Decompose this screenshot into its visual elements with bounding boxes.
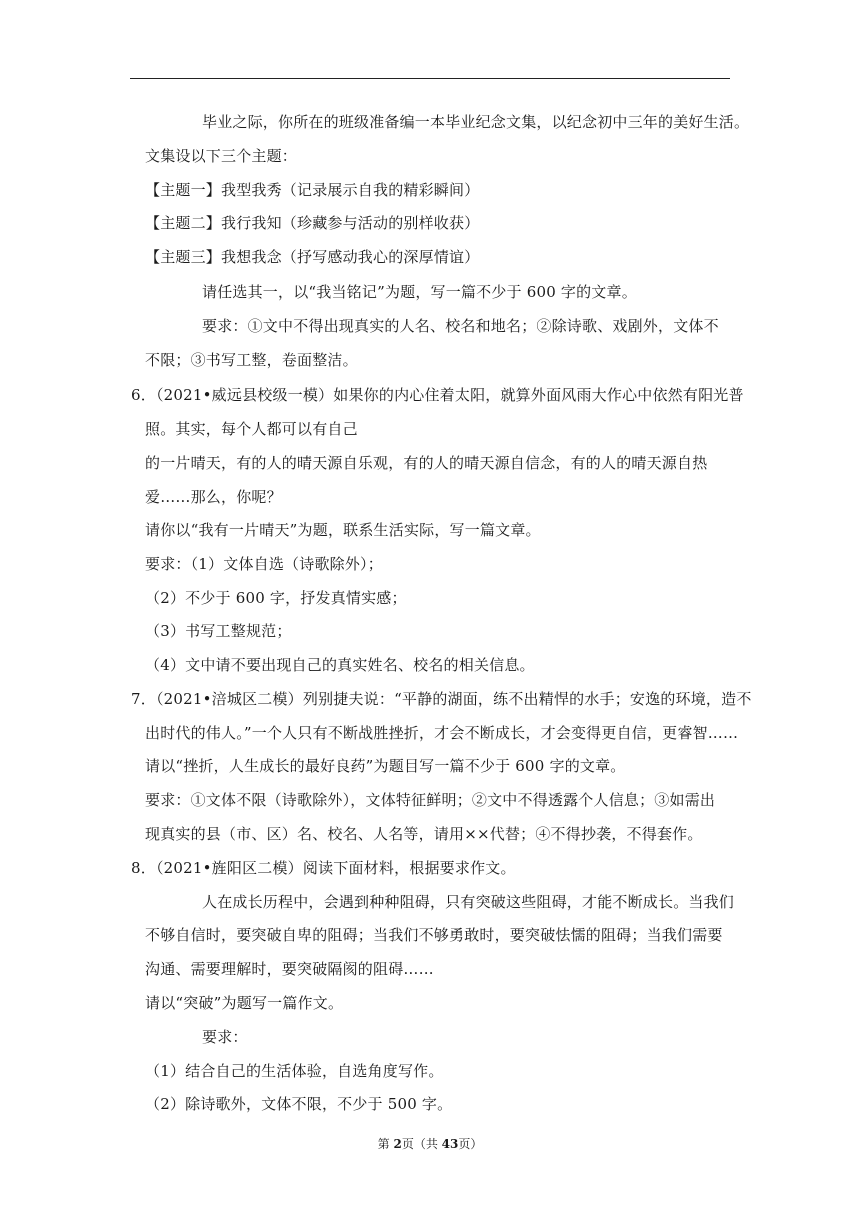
text-line: 照。其实，每个人都可以有自己: [145, 420, 358, 438]
text-line: 请以“挫折，人生成长的最好良药”为题目写一篇不少于 600 字的文章。: [145, 757, 626, 775]
text-line: 要求：①文体不限（诗歌除外），文体特征鲜明；②文中不得透露个人信息；③如需出: [145, 791, 716, 809]
text-line: 要求：（1）文体自选（诗歌除外）；: [145, 555, 383, 573]
text-line: 【主题二】我行我知（珍藏参与活动的别样收获）: [145, 214, 480, 232]
header-rule: [130, 78, 730, 79]
text-line: 人在成长历程中，会遇到种种阻碍，只有突破这些阻碍，才能不断成长。当我们: [202, 893, 735, 911]
text-line: 出时代的伟人。”一个人只有不断战胜挫折，才会不断成长，才会变得更自信，更睿智……: [145, 724, 739, 742]
text-line: 现真实的县（市、区）名、校名、人名等，请用××代替；④不得抄袭，不得套作。: [145, 825, 703, 843]
text-line: （2）不少于 600 字，抒发真情实感；: [145, 589, 407, 607]
text-line: 请任选其一，以“我当铭记”为题，写一篇不少于 600 字的文章。: [202, 283, 637, 301]
text-line: 文集设以下三个主题：: [145, 147, 298, 165]
text-line: （2）除诗歌外，文体不限，不少于 500 字。: [145, 1095, 453, 1113]
text-line: 6．（2021•威远县校级一模）如果你的内心住着太阳，就算外面风雨大作心中依然有阳光普: [131, 386, 744, 404]
text-line: 的一片晴天，有的人的晴天源自乐观，有的人的晴天源自信念，有的人的晴天源自热: [145, 454, 708, 472]
footer-suffix: 页）: [458, 1137, 483, 1151]
text-line: 沟通、需要理解时，要突破隔阂的阻碍……: [145, 960, 434, 978]
text-line: 7．（2021•涪城区二模）列别捷夫说：“平静的湖面，练不出精悍的水手；安逸的环境，造不: [131, 690, 752, 708]
text-line: （4）文中请不要出现自己的真实姓名、校名的相关信息。: [145, 656, 535, 674]
text-line: 要求：: [202, 1028, 248, 1046]
footer-total-pages: 43: [441, 1137, 459, 1151]
text-line: 不够自信时，要突破自卑的阻碍；当我们不够勇敢时，要突破怯懦的阻碍；当我们需要: [145, 926, 723, 944]
text-line: 不限；③书写工整，卷面整洁。: [145, 351, 358, 369]
footer-prefix: 第: [377, 1137, 394, 1151]
text-line: （1）结合自己的生活体验，自选角度写作。: [145, 1062, 444, 1080]
text-line: 请以“突破”为题写一篇作文。: [145, 994, 344, 1012]
text-line: 爱……那么，你呢？: [145, 488, 282, 506]
text-line: 【主题一】我型我秀（记录展示自我的精彩瞬间）: [145, 181, 480, 199]
text-line: 毕业之际，你所在的班级准备编一本毕业纪念文集，以纪念初中三年的美好生活。: [202, 113, 750, 131]
text-line: 要求：①文中不得出现真实的人名、校名和地名；②除诗歌、戏剧外，文体不: [202, 317, 719, 335]
footer-middle: 页（共: [401, 1137, 442, 1151]
text-line: 8．（2021•旌阳区二模）阅读下面材料，根据要求作文。: [131, 859, 516, 877]
text-line: 【主题三】我想我念（抒写感动我心的深厚情谊）: [145, 248, 480, 266]
text-line: （3）书写工整规范；: [145, 622, 292, 640]
footer-page-number: 2: [393, 1137, 402, 1151]
page-footer: [0, 1136, 860, 1152]
text-line: 请你以“我有一片晴天”为题，联系生活实际，写一篇文章。: [145, 521, 541, 539]
